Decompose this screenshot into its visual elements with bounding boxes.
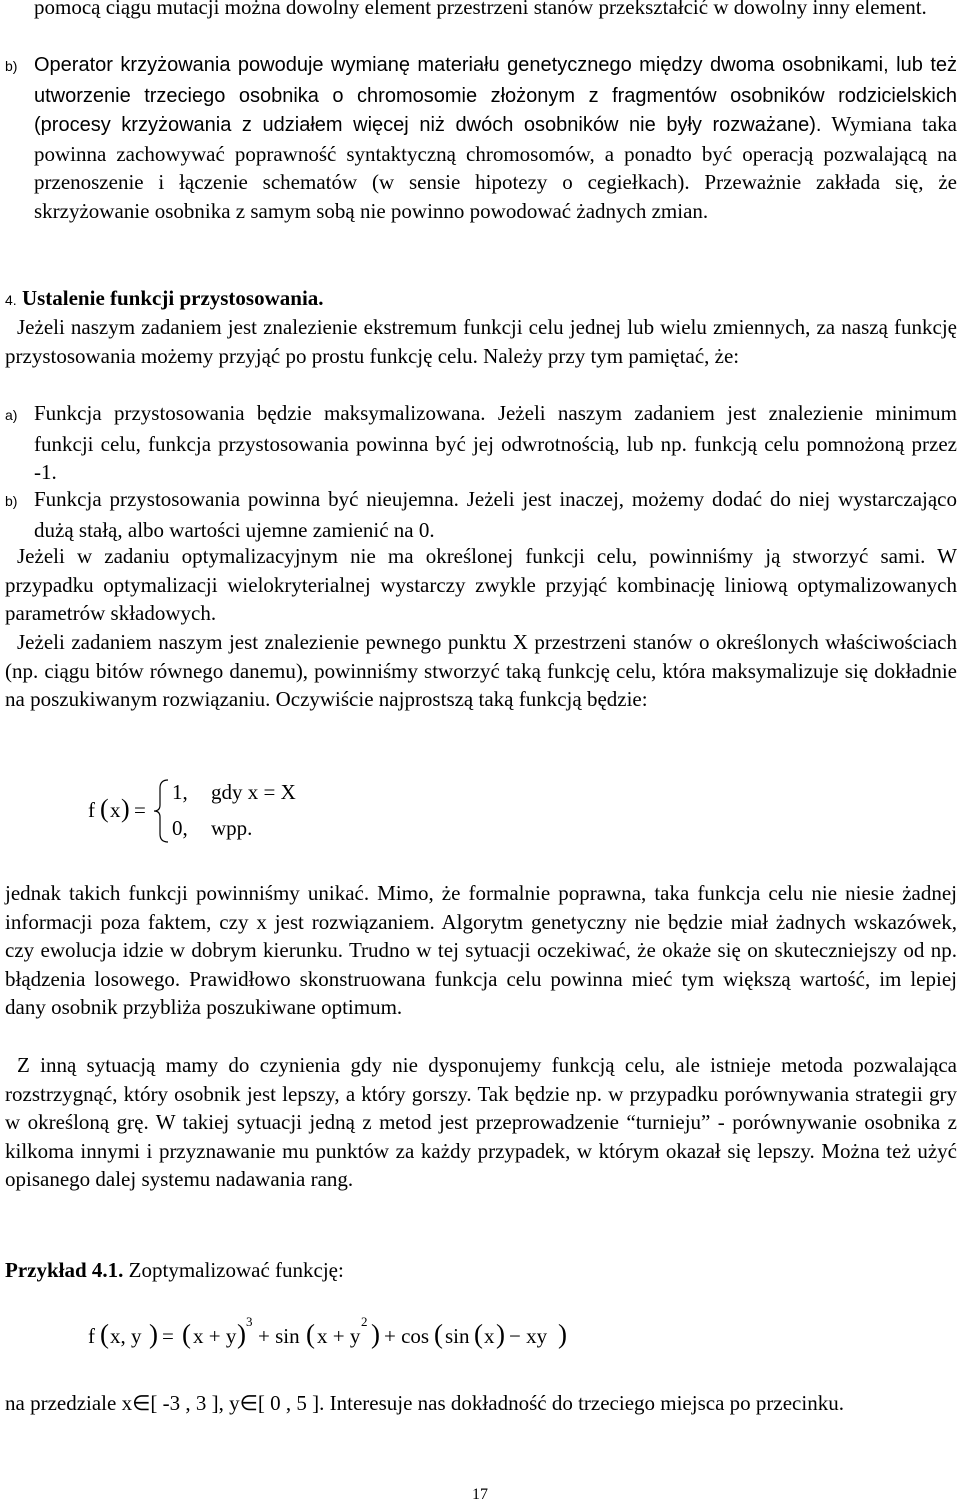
no-objective-paragraph	[5, 542, 957, 628]
formula2-term2: x + y	[317, 1324, 361, 1348]
formula2-sin: sin	[445, 1324, 470, 1348]
formula2-sin-arg: x	[484, 1324, 495, 1348]
avoid-text: jednak takich funkcji powinniśmy unikać. Mimo, że formalnie poprawna, taka funkcja celu nie niesie żadnej informacji poza faktem, czy x jest rozwiązaniem. Algorytm genetyczny nie będzie miał żadnych wskazówek, czy ewolucja idzie w dobrym kierunku. Trudno w tej sytuacji oczekiwać, że okaże się on skuteczniejszy od np. błądzenia losowego. Prawidłowo skonstruowana funkcja celu powinna mieć tym większą wartość, im lepiej dany osobnik przybliża poszukiwane optimum.	[5, 881, 957, 1020]
formula2-plus-sin: + sin	[258, 1324, 300, 1348]
mutation-text: pomocą ciągu mutacji można dowolny element przestrzeni stanów przekształcić w dowolny inny element.	[34, 0, 927, 19]
no-objective-text: Jeżeli w zadaniu optymalizacyjnym nie ma określonej funkcji celu, powinniśmy ją stworzyć sami. W przypadku optymalizacji wielokryterialnej wystarczy zwykle przyjąć kombinację liniową optymalizowanych parametrów składowych.	[5, 544, 957, 626]
list-item-a	[5, 399, 957, 487]
interval-paragraph	[5, 1389, 957, 1418]
formula2-rparen5: )	[496, 1319, 505, 1349]
crossover-sans-text: Operator krzyżowania powoduje wymianę materiału genetycznego między dwoma osobnikami, lub też utworzenie trzeciego osobnika o chromosomie złożonym z fragmentów osobników rodzicielskich (procesy krzyżowania z udziałem więcej niż dwóch osobników nie były rozważane).	[34, 54, 957, 137]
formula1-case1-cond: gdy x = X	[211, 780, 296, 804]
comparison-text: Z inną sytuacją mamy do czynienia gdy nie dysponujemy funkcją celu, ale istnieje metoda pozwalająca rozstrzygnąć, który osobnik jest lepszy, a który gorszy. Tak będzie np. w przypadku porównywania strategii gry w określoną grę. W takiej sytuacji jedną z metod jest przeprowadzenie “turnieju” - porównywanie osobnika z kilkoma innymi i przyznawanie mu punktów za każdy przypadek, w którym okazał się lepszy. Można też użyć opisanego dalej systemu nadawania rang.	[5, 1053, 957, 1192]
formula2-rparen3: )	[371, 1319, 380, 1349]
formula2-args: x, y	[110, 1324, 142, 1348]
formula1-case1-value: 1,	[172, 780, 188, 804]
page-number: 17	[472, 1486, 488, 1503]
section-number: 4.	[5, 292, 17, 308]
list-marker-b: b)	[5, 58, 18, 74]
section-heading	[5, 284, 957, 315]
example-formula	[0, 1310, 600, 1360]
section-title: Ustalenie funkcji przystosowania.	[21, 286, 324, 310]
example-heading	[5, 1256, 957, 1285]
formula2-term1: x + y	[193, 1324, 237, 1348]
formula2-minus-xy: − xy	[509, 1324, 548, 1348]
formula2-rparen4: )	[558, 1319, 567, 1349]
formula2-lparen5: (	[474, 1319, 483, 1349]
fitness-intro-text: Jeżeli naszym zadaniem jest znalezienie ekstremum funkcji celu jednej lub wielu zmiennych, za naszą funkcję przystosowania możemy przyjąć po prostu funkcję celu. Należy przy tym pamiętać, że:	[5, 315, 957, 368]
fitness-intro-paragraph	[5, 313, 957, 370]
formula2-lparen4: (	[434, 1319, 443, 1349]
formula1-f: f	[88, 798, 95, 822]
formula2-exp3: 3	[246, 1314, 253, 1329]
example-text: Zoptymalizować funkcję:	[128, 1258, 344, 1282]
formula1-lparen: (	[100, 794, 109, 823]
point-search-paragraph	[5, 628, 957, 714]
formula2-plus-cos: + cos	[384, 1324, 430, 1348]
interval-text: na przedziale x∈[ -3 , 3 ], y∈[ 0 , 5 ]. Interesuje nas dokładność do trzeciego miejsca po przecinku.	[5, 1391, 844, 1415]
item-b-text: Funkcja przystosowania powinna być nieujemna. Jeżeli jest inaczej, możemy dodać do niej wystarczająco dużą stałą, albo wartości ujemne zamienić na 0.	[34, 487, 957, 542]
formula1-case2-cond: wpp.	[211, 816, 253, 840]
formula2-exp2: 2	[361, 1314, 368, 1329]
crossover-paragraph	[5, 50, 957, 226]
piecewise-formula	[0, 770, 400, 850]
list-marker-a: a)	[5, 407, 18, 423]
formula1-case2-value: 0,	[172, 816, 188, 840]
point-search-text: Jeżeli zadaniem naszym jest znalezienie pewnego punktu X przestrzeni stanów o określonych właściwościach (np. ciągu bitów równego danemu), powinniśmy stworzyć taką funkcję celu, która maksymalizuje się dokładnie na poszukiwanym rozwiązaniu. Oczywiście najprostszą taką funkcją będzie:	[5, 630, 957, 712]
formula2-lparen: (	[100, 1319, 109, 1349]
formula2-f: f	[88, 1324, 95, 1348]
formula1-x: x	[110, 798, 121, 822]
formula2-lparen3: (	[306, 1319, 315, 1349]
list-item-b	[5, 485, 957, 544]
comparison-paragraph	[5, 1051, 957, 1194]
avoid-paragraph	[5, 879, 957, 1022]
item-a-text: Funkcja przystosowania będzie maksymalizowana. Jeżeli naszym zadaniem jest znalezienie minimum funkcji celu, funkcja przystosowania powinna być jej odwrotnością, lub np. funkcją celu pomnożoną przez -1.	[34, 401, 957, 485]
formula1-eq: =	[134, 798, 146, 822]
example-label: Przykład 4.1.	[5, 1258, 124, 1282]
mutation-paragraph-tail	[5, 0, 957, 22]
formula2-rparen: )	[149, 1319, 158, 1349]
formula2-lparen2: (	[182, 1319, 191, 1349]
list-marker-b2: b)	[5, 493, 18, 509]
formula2-rparen2: )	[237, 1319, 246, 1349]
crossover-serif-text: Wymiana taka powinna zachowywać poprawność syntaktyczną chromosomów, a ponadto być operacją pozwalającą na przenoszenie i łączenie schematów (w sensie hipotezy o cegiełkach). Przeważnie zakłada się, że skrzyżowanie osobnika z samym sobą nie powinno powodować żadnych zmian.	[34, 112, 957, 223]
formula1-brace	[152, 778, 170, 844]
formula1-rparen: )	[121, 794, 130, 823]
formula2-eq: =	[162, 1324, 174, 1348]
